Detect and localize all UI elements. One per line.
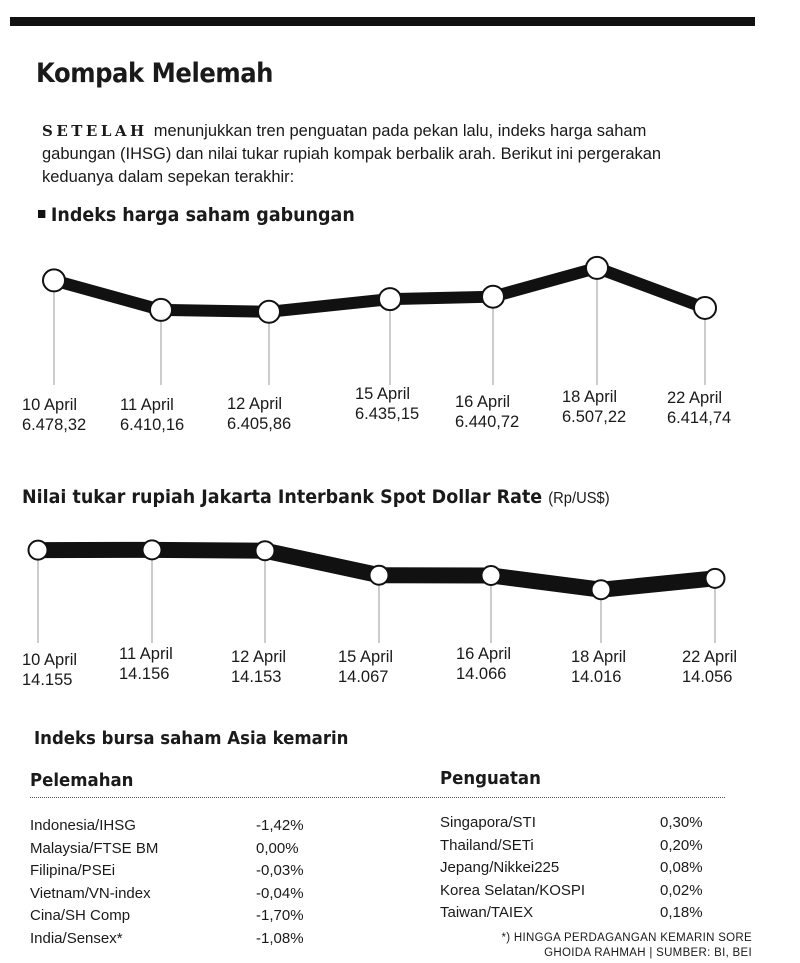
rupiah-date-label: 18 April (571, 648, 627, 666)
rupiah-point-1 (29, 541, 48, 560)
ihsg-point-6 (586, 257, 608, 279)
penguatan-row (440, 857, 720, 880)
intro-paragraph (42, 120, 722, 189)
pelemahan-index-change: 0,00% (256, 839, 299, 857)
rupiah-date-label: 10 April (22, 651, 78, 669)
pelemahan-index-change: -1,08% (256, 929, 304, 947)
pelemahan-index-change: -1,42% (256, 817, 304, 834)
ihsg-value-label: 6.405,86 (227, 415, 292, 433)
ihsg-point-5 (482, 286, 504, 308)
ihsg-chart-title-text: Indeks harga saham gabungan (50, 204, 355, 226)
ihsg-value-label: 6.440,72 (455, 413, 520, 431)
ihsg-point-4 (379, 288, 401, 310)
pelemahan-index-name: Filipina/PSEi (30, 862, 116, 879)
rupiah-value-label: 14.056 (682, 668, 733, 686)
pelemahan-row (30, 928, 320, 951)
ihsg-date-label: 18 April (562, 388, 618, 406)
pelemahan-row (30, 883, 320, 906)
top-bar (10, 17, 755, 26)
pelemahan-index-name: Malaysia/FTSE BM (30, 839, 159, 857)
pelemahan-index-change: -1,70% (256, 907, 304, 924)
pelemahan-index-change: -0,03% (256, 862, 304, 879)
page-title: Kompak Melemah (36, 58, 274, 89)
rupiah-date-label: 22 April (682, 648, 738, 666)
penguatan-row (440, 812, 720, 835)
ihsg-value-label: 6.478,32 (22, 416, 87, 434)
penguatan-index-change: 0,08% (660, 859, 703, 876)
pelemahan-index-name: Indonesia/IHSG (30, 817, 136, 834)
rupiah-value-label: 14.016 (571, 668, 622, 686)
pelemahan-index-name: Vietnam/VN-index (30, 884, 151, 902)
intro-lead: SETELAH (42, 122, 148, 140)
penguatan-row (440, 835, 720, 858)
rupiah-chart-title (22, 486, 610, 508)
ihsg-value-label: 6.507,22 (562, 408, 627, 426)
ihsg-date-label: 11 April (120, 396, 174, 414)
ihsg-point-3 (258, 301, 280, 323)
rupiah-point-6 (592, 580, 611, 599)
ihsg-date-label: 22 April (667, 389, 723, 407)
rupiah-point-2 (143, 540, 162, 559)
pelemahan-row (30, 838, 320, 861)
ihsg-date-label: 12 April (227, 395, 283, 413)
penguatan-index-name: Taiwan/TAIEX (440, 904, 534, 921)
intro-text: menunjukkan tren penguatan pada pekan lalu, indeks harga saham gabungan (IHSG) dan nilai tukar rupiah kompak berbalik arah. Berikut ini pergerakan keduanya dalam sepekan terakhir: (42, 122, 662, 186)
penguatan-index-name: Jepang/Nikkei225 (440, 859, 560, 876)
pelemahan-index-name: India/Sensex* (30, 929, 123, 947)
ihsg-point-7 (694, 297, 716, 319)
rupiah-date-label: 11 April (119, 645, 173, 663)
ihsg-value-label: 6.410,16 (120, 416, 185, 434)
table-divider (30, 797, 725, 798)
footnote: *) HINGGA PERDAGANGAN KEMARIN SORE (501, 932, 752, 944)
credit-line: GHOIDA RAHMAH | SUMBER: BI, BEI (544, 947, 752, 959)
penguatan-index-change: 0,18% (660, 904, 703, 921)
penguatan-row (440, 880, 720, 903)
rupiah-value-label: 14.153 (231, 668, 282, 686)
rupiah-point-7 (706, 569, 725, 588)
rupiah-point-4 (370, 566, 389, 585)
pelemahan-table (30, 815, 320, 950)
rupiah-value-label: 14.067 (338, 668, 389, 686)
ihsg-point-2 (150, 299, 172, 321)
rupiah-chart-title-text: Nilai tukar rupiah Jakarta Interbank Spot Dollar Rate (22, 486, 543, 508)
ihsg-date-label: 16 April (455, 393, 511, 411)
rupiah-chart-unit: (Rp/US$) (548, 490, 610, 507)
rupiah-point-3 (256, 541, 275, 560)
rupiah-date-label: 16 April (456, 645, 512, 663)
ihsg-chart-title (38, 204, 355, 226)
rupiah-date-label: 15 April (338, 648, 394, 666)
rupiah-point-5 (482, 566, 501, 585)
penguatan-index-name: Thailand/SETi (440, 836, 534, 854)
rupiah-value-label: 14.066 (456, 665, 507, 683)
ihsg-value-label: 6.414,74 (667, 409, 732, 427)
penguatan-index-name: Singapora/STI (440, 814, 536, 831)
square-bullet-icon (38, 210, 45, 218)
rupiah-line-chart (0, 525, 800, 705)
pelemahan-heading: Pelemahan (30, 770, 134, 791)
rupiah-value-label: 14.155 (22, 671, 73, 689)
penguatan-row (440, 902, 720, 925)
penguatan-index-name: Korea Selatan/KOSPI (440, 881, 586, 899)
rupiah-value-label: 14.156 (119, 665, 170, 683)
penguatan-table (440, 812, 720, 925)
pelemahan-row (30, 815, 320, 838)
pelemahan-row (30, 860, 320, 883)
penguatan-heading: Penguatan (440, 768, 541, 789)
pelemahan-index-name: Cina/SH Comp (30, 907, 131, 924)
rupiah-date-label: 12 April (231, 648, 287, 666)
ihsg-point-1 (43, 269, 65, 291)
ihsg-line-chart (0, 235, 800, 445)
penguatan-index-change: 0,20% (660, 836, 703, 854)
pelemahan-index-change: -0,04% (256, 884, 304, 902)
penguatan-index-change: 0,02% (660, 881, 703, 899)
pelemahan-row (30, 905, 320, 928)
ihsg-date-label: 10 April (22, 396, 78, 414)
ihsg-date-label: 15 April (355, 385, 411, 403)
asia-section-title: Indeks bursa saham Asia kemarin (34, 728, 349, 749)
penguatan-index-change: 0,30% (660, 814, 703, 831)
ihsg-value-label: 6.435,15 (355, 405, 420, 423)
